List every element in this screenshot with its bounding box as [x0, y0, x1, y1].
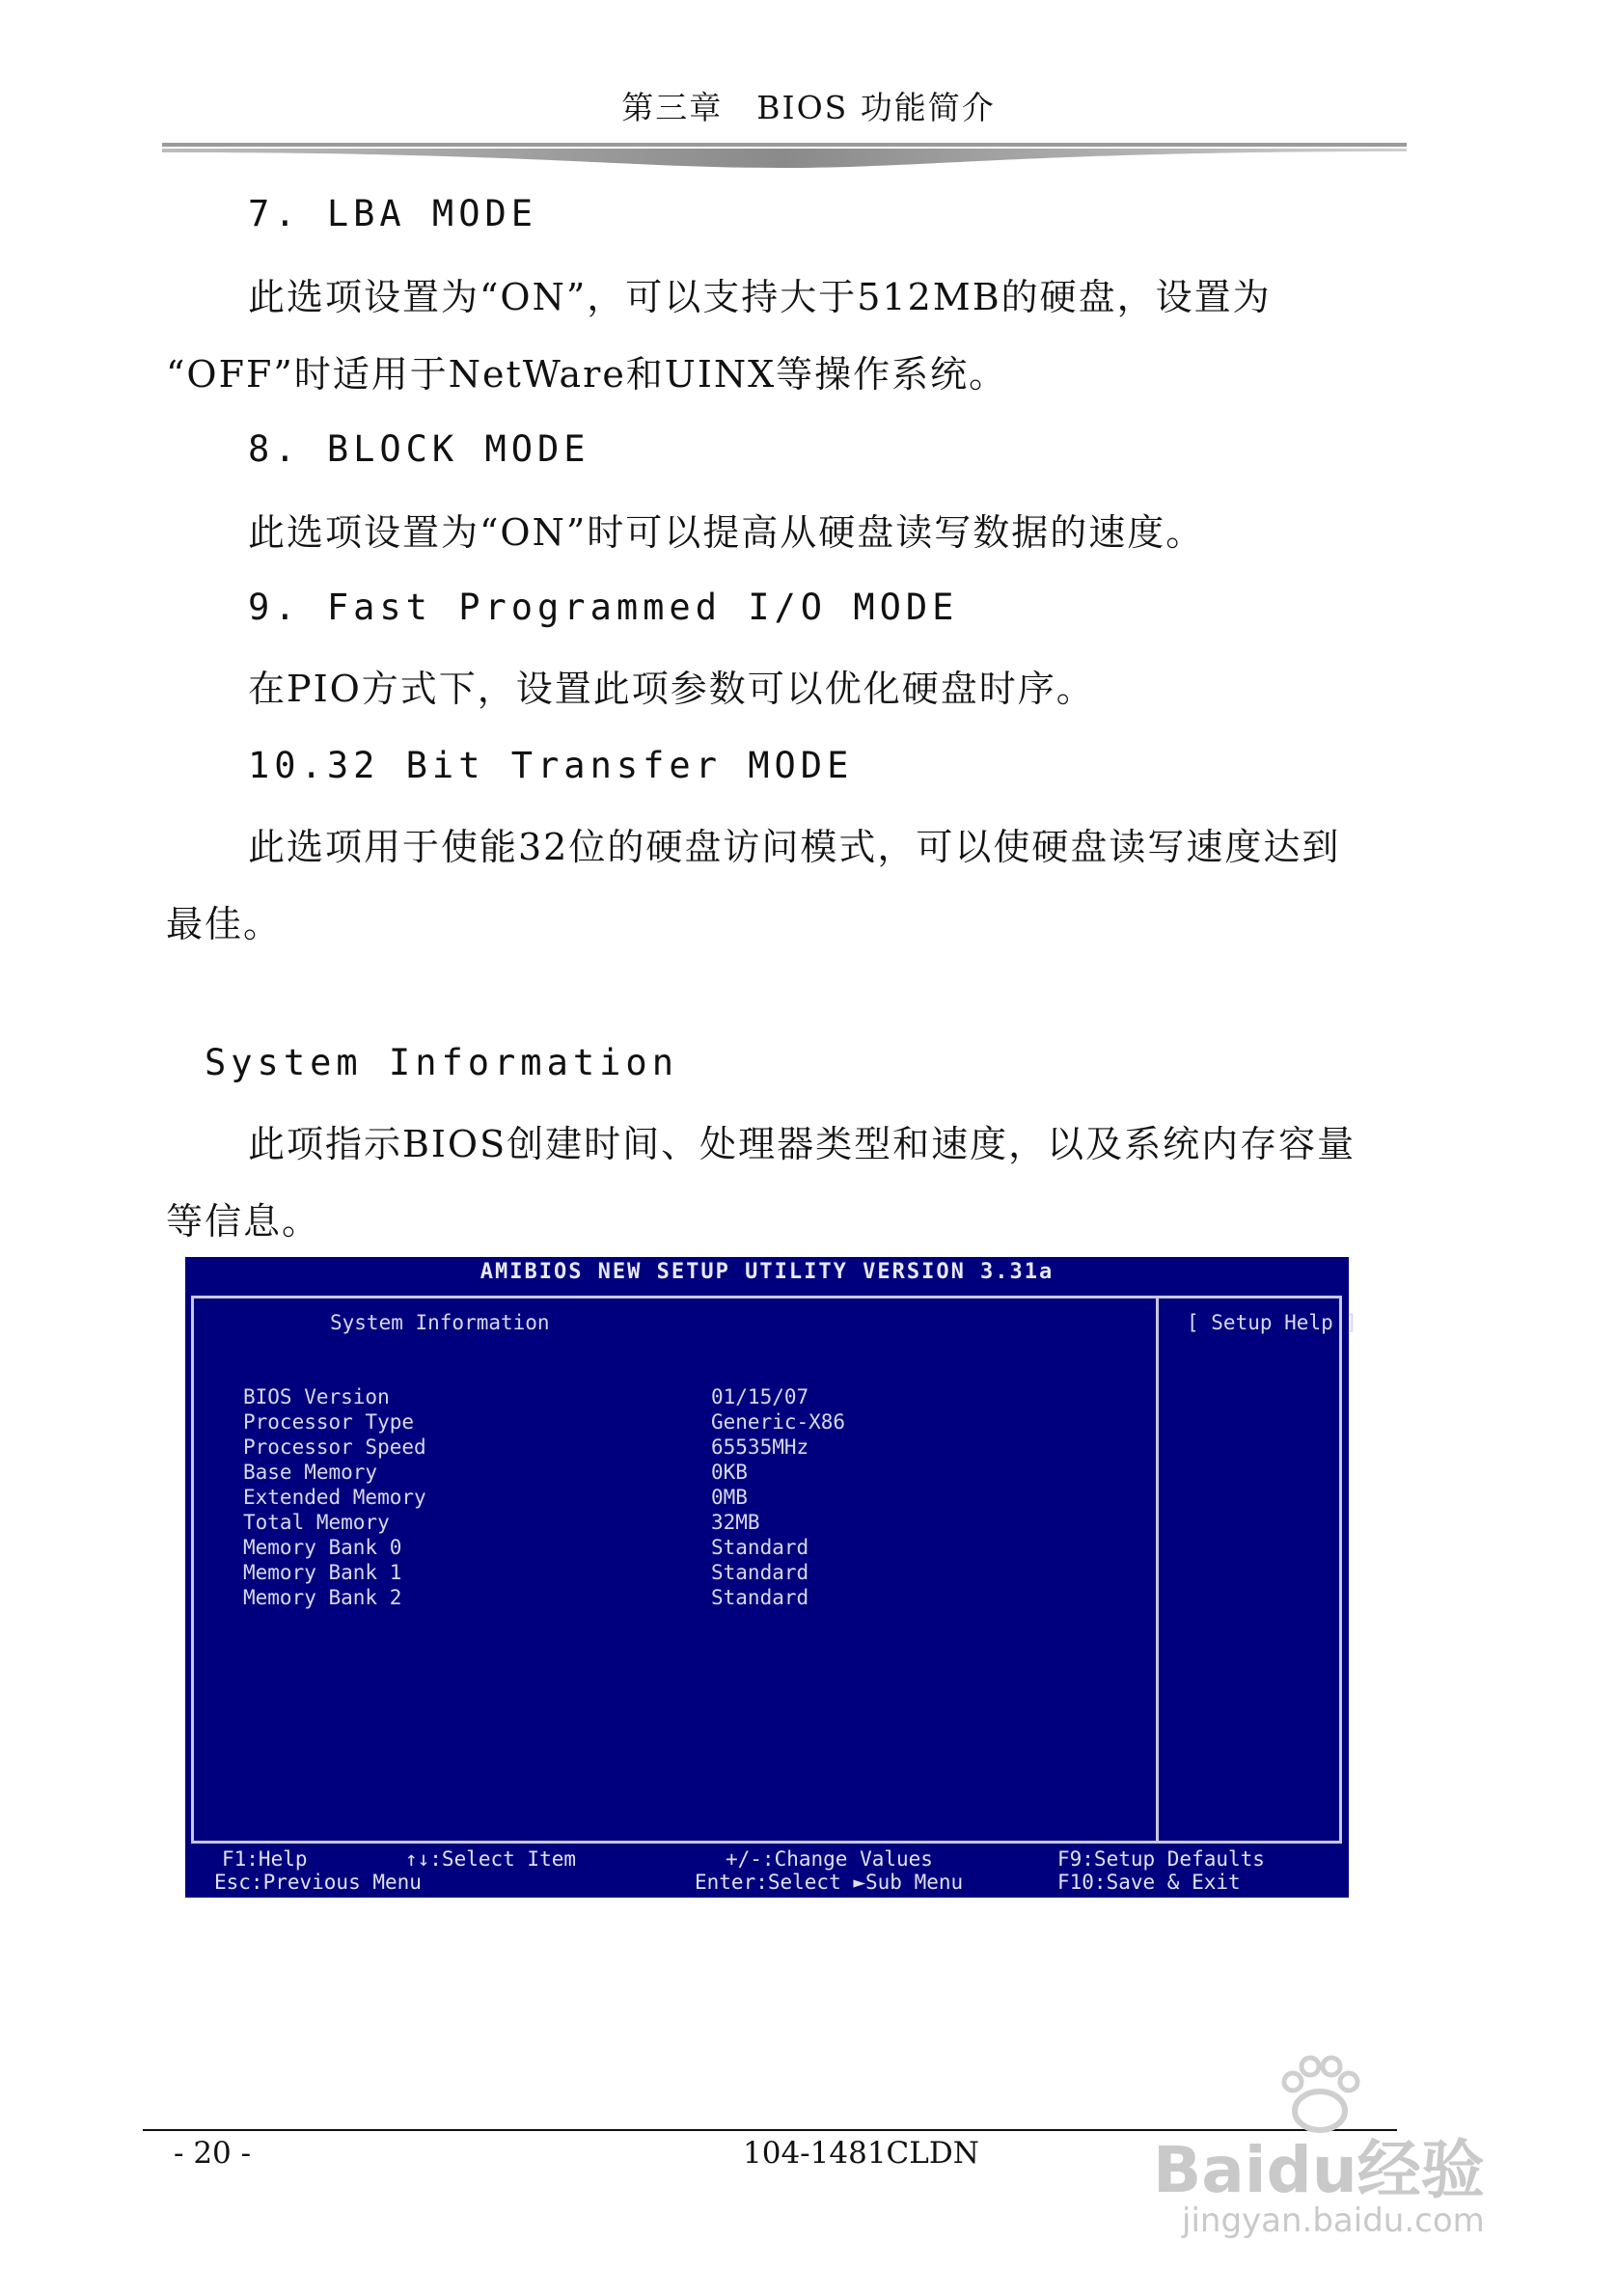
bios-row-label: Base Memory — [243, 1461, 378, 1484]
watermark-url: jingyan.baidu.com — [1182, 2201, 1485, 2240]
bios-title-bar: AMIBIOS NEW SETUP UTILITY VERSION 3.31a — [480, 1260, 1055, 1284]
bios-help-panel — [1156, 1296, 1342, 1844]
bios-row-value: Generic-X86 — [711, 1410, 846, 1434]
bios-help-title: [ Setup Help ] — [1187, 1311, 1358, 1334]
section-heading-block-mode: 8. BLOCK MODE — [248, 428, 590, 470]
section-heading-fast-pio: 9. Fast Programmed I/O MODE — [248, 587, 959, 628]
bios-row-value: 0KB — [711, 1461, 748, 1484]
section-paragraph-line: 此选项设置为“ON”，可以支持大于512MB的硬盘，设置为 — [248, 276, 1272, 318]
section-paragraph-line: 此项指示BIOS创建时间、处理器类型和速度，以及系统内存容量 — [248, 1123, 1357, 1165]
bios-row-value: 0MB — [711, 1486, 748, 1509]
header-rule — [162, 143, 1407, 168]
section-heading-32bit: 10.32 Bit Transfer MODE — [248, 745, 854, 786]
bios-footer-esc: Esc:Previous Menu — [214, 1871, 422, 1894]
section-heading-system-info: System Information — [205, 1042, 678, 1083]
bios-footer-f9: F9:Setup Defaults — [1057, 1847, 1265, 1871]
page-header-title: 第三章 BIOS 功能简介 — [621, 89, 996, 126]
bios-footer-select-item: ↑↓:Select Item — [405, 1847, 577, 1871]
bios-row-label: Memory Bank 0 — [243, 1536, 402, 1559]
bios-screenshot — [185, 1257, 1358, 1898]
section-paragraph-line: 最佳。 — [166, 903, 283, 945]
bios-row-value: 32MB — [711, 1511, 760, 1534]
page-number: - 20 - — [174, 2136, 252, 2171]
section-paragraph-line: “OFF”时适用于NetWare和UINX等操作系统。 — [166, 353, 1008, 396]
bios-row-value: Standard — [711, 1561, 809, 1584]
bios-row-label: Extended Memory — [243, 1486, 426, 1509]
section-paragraph-line: 在PIO方式下，设置此项参数可以优化硬盘时序。 — [248, 668, 1095, 710]
bios-row-label: Memory Bank 2 — [243, 1586, 402, 1609]
bios-footer-f10: F10:Save & Exit — [1057, 1871, 1241, 1894]
bios-row-value: 01/15/07 — [711, 1385, 809, 1408]
bios-row-value: 65535MHz — [711, 1435, 809, 1459]
bios-row-label: Total Memory — [243, 1511, 390, 1534]
bios-row-label: Processor Type — [243, 1410, 415, 1434]
section-paragraph-line: 此选项用于使能32位的硬盘访问模式，可以使硬盘读写速度达到 — [248, 826, 1341, 868]
bios-footer-enter: Enter:Select ►Sub Menu — [695, 1871, 964, 1894]
document-code: 104-1481CLDN — [743, 2136, 979, 2171]
bios-panel-title: System Information — [330, 1311, 550, 1334]
bios-footer-change-values: +/-:Change Values — [726, 1847, 933, 1871]
bios-footer-f1: F1:Help — [222, 1847, 308, 1871]
section-paragraph-line: 等信息。 — [166, 1200, 321, 1243]
bios-row-label: Memory Bank 1 — [243, 1561, 402, 1584]
section-paragraph-line: 此选项设置为“ON”时可以提高从硬盘读写数据的速度。 — [248, 511, 1205, 554]
bios-row-value: Standard — [711, 1586, 809, 1609]
section-heading-lba-mode: 7. LBA MODE — [248, 193, 538, 234]
watermark-brand: Baidu经验 — [1153, 2133, 1485, 2207]
bios-row-label: Processor Speed — [243, 1435, 426, 1459]
bios-row-label: BIOS Version — [243, 1385, 390, 1408]
bios-row-value: Standard — [711, 1536, 809, 1559]
